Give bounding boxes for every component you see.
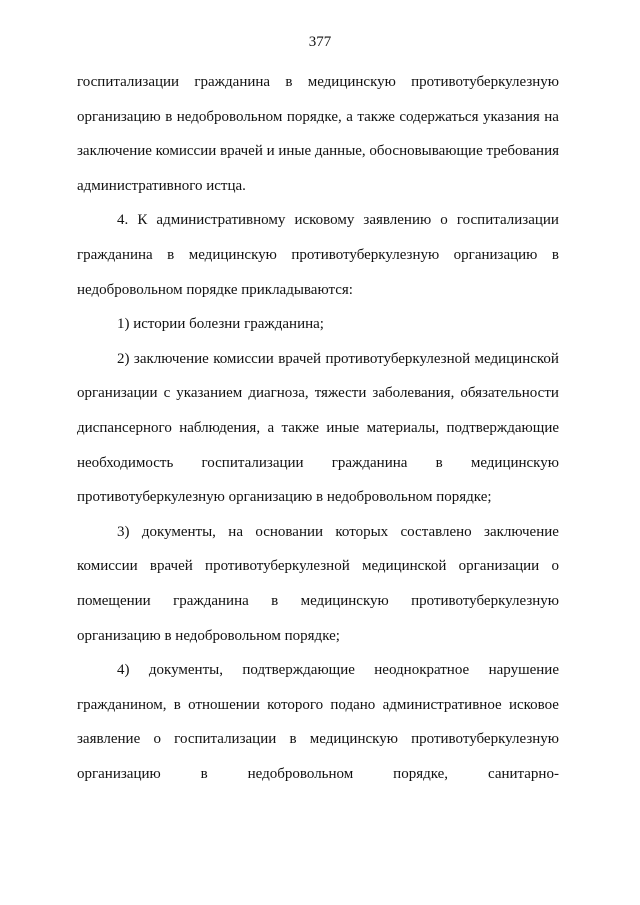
text-fragment: медицинскую xyxy=(470,454,559,471)
text-fragment: в xyxy=(165,108,173,125)
text-fragment: составлено xyxy=(400,523,472,540)
text-fragment: недобровольном порядке прикладываются: xyxy=(77,281,353,298)
text-fragment: противотуберкулезную xyxy=(291,246,440,263)
text-fragment: в xyxy=(271,592,279,609)
text-fragment: административное xyxy=(382,696,502,713)
text-fragment: госпитализации xyxy=(77,74,180,90)
text-fragment: противотуберкулезную организацию в недобровольном порядке; xyxy=(77,489,492,506)
text-fragment: а xyxy=(267,419,275,436)
text-line xyxy=(77,619,559,654)
text-fragment: противотуберкулезную xyxy=(411,731,559,748)
text-fragment: госпитализации xyxy=(456,212,559,229)
text-fragment: содержаться xyxy=(399,108,479,125)
text-fragment: административному xyxy=(156,212,286,229)
text-fragment: заключение xyxy=(77,143,152,160)
text-line xyxy=(77,100,559,135)
text-line xyxy=(77,411,559,446)
text-fragment: врачей xyxy=(219,143,263,160)
text-line xyxy=(77,480,559,515)
text-fragment: материалы, xyxy=(366,419,440,436)
text-fragment: в xyxy=(289,731,297,748)
text-fragment: госпитализации xyxy=(201,454,304,471)
text-fragment: врачей xyxy=(278,350,322,367)
text-fragment: гражданина xyxy=(331,454,408,471)
text-fragment: медицинскую xyxy=(188,246,277,263)
text-fragment: на xyxy=(544,108,559,125)
text-line xyxy=(77,584,559,619)
text-fragment: гражданина xyxy=(77,246,153,263)
text-fragment: заявлению xyxy=(363,212,432,229)
text-line xyxy=(77,757,559,792)
text-fragment: диспансерного xyxy=(77,419,172,436)
text-fragment: помещении xyxy=(77,592,151,609)
text-fragment: исковому xyxy=(294,212,355,229)
text-fragment: К xyxy=(137,212,148,229)
text-line xyxy=(77,446,559,481)
text-fragment: 4) xyxy=(117,662,130,679)
text-fragment: о xyxy=(440,212,448,229)
text-fragment: подано xyxy=(330,696,376,713)
text-fragment: организацию xyxy=(77,108,161,125)
text-line xyxy=(77,134,559,169)
text-fragment: 4. xyxy=(117,212,129,229)
text-fragment: недобровольном xyxy=(247,765,354,782)
text-fragment: организацию xyxy=(453,246,538,263)
text-fragment: также xyxy=(357,108,395,125)
text-fragment: заключение xyxy=(484,523,559,540)
text-fragment: порядке, xyxy=(393,765,449,782)
text-fragment: которого xyxy=(267,696,324,713)
text-fragment: документы, xyxy=(141,523,216,540)
text-fragment: в xyxy=(551,246,559,263)
text-fragment: диагноза, xyxy=(248,385,309,402)
text-fragment: врачей xyxy=(149,558,193,575)
text-fragment: в xyxy=(285,74,293,90)
text-fragment: 1) истории болезни гражданина; xyxy=(117,316,324,333)
text-fragment: комиссии xyxy=(213,350,274,367)
text-fragment: противотуберкулезной xyxy=(325,350,471,367)
text-fragment: административного истца. xyxy=(77,177,246,194)
text-fragment: недобровольном xyxy=(176,108,283,125)
text-fragment: основании xyxy=(255,523,324,540)
text-fragment: 3) xyxy=(117,523,130,540)
text-fragment: заявление xyxy=(77,731,141,748)
text-line xyxy=(77,203,559,238)
text-fragment: медицинскую xyxy=(307,74,396,90)
text-fragment: госпитализации xyxy=(174,731,277,748)
text-fragment: и xyxy=(266,143,275,160)
text-fragment: медицинскую xyxy=(300,592,389,609)
text-fragment: подтверждающие xyxy=(242,662,355,679)
text-line xyxy=(77,515,559,550)
text-line xyxy=(77,169,559,204)
text-fragment: в xyxy=(435,454,443,471)
text-fragment: о xyxy=(153,731,161,748)
text-fragment: обосновывающие xyxy=(369,143,483,160)
text-line xyxy=(77,273,559,308)
text-fragment: гражданина xyxy=(194,74,271,90)
text-fragment: в xyxy=(167,246,175,263)
text-fragment: исковое xyxy=(508,696,559,713)
text-fragment: также xyxy=(281,419,320,436)
text-fragment: комиссии xyxy=(155,143,217,160)
text-line xyxy=(77,722,559,757)
text-line xyxy=(77,376,559,411)
text-fragment: заключение xyxy=(133,350,209,367)
text-line xyxy=(77,653,559,688)
text-fragment: организации xyxy=(458,558,540,575)
text-fragment: противотуберкулезной xyxy=(205,558,350,575)
text-line xyxy=(77,307,559,342)
text-fragment: а xyxy=(346,108,353,125)
text-line xyxy=(77,342,559,377)
text-fragment: необходимость xyxy=(77,454,174,471)
text-fragment: указанием xyxy=(176,385,243,402)
text-fragment: санитарно- xyxy=(487,765,559,782)
text-fragment: отношении xyxy=(188,696,260,713)
text-line xyxy=(77,238,559,273)
text-fragment: противотуберкулезную xyxy=(411,592,559,609)
text-fragment: нарушение xyxy=(488,662,559,679)
text-fragment: медицинской xyxy=(361,558,447,575)
text-fragment: гражданином, xyxy=(77,696,167,713)
document-body xyxy=(77,65,559,791)
text-fragment: данные, xyxy=(314,143,366,160)
text-fragment: противотуберкулезную xyxy=(411,74,559,90)
text-fragment: требования xyxy=(486,143,559,160)
text-fragment: организацию xyxy=(77,765,161,782)
text-fragment: документы, xyxy=(148,662,223,679)
text-fragment: иные xyxy=(278,143,312,160)
text-fragment: указания xyxy=(482,108,540,125)
text-fragment: в xyxy=(200,765,208,782)
text-fragment: медицинскую xyxy=(309,731,398,748)
text-fragment: комиссии xyxy=(77,558,138,575)
text-fragment: организацию в недобровольном порядке; xyxy=(77,627,340,644)
text-fragment: медицинской xyxy=(474,350,559,367)
text-fragment: организации xyxy=(77,385,158,402)
text-fragment: подтверждающие xyxy=(446,419,559,436)
text-fragment: 2) xyxy=(117,350,130,367)
text-fragment: тяжести xyxy=(314,385,367,402)
page-number: 377 xyxy=(308,34,332,50)
text-fragment: гражданина xyxy=(173,592,249,609)
text-fragment: иные xyxy=(326,419,360,436)
text-fragment: наблюдения, xyxy=(179,419,261,436)
text-fragment: о xyxy=(551,558,559,575)
text-fragment: обязательности xyxy=(460,385,559,402)
text-line xyxy=(77,549,559,584)
text-fragment: с xyxy=(163,385,171,402)
text-fragment: заболевания, xyxy=(372,385,455,402)
text-fragment: которых xyxy=(335,523,389,540)
text-fragment: неоднократное xyxy=(374,662,470,679)
text-fragment: порядке, xyxy=(286,108,342,125)
text-line xyxy=(77,65,559,100)
text-fragment: на xyxy=(228,523,243,540)
text-line xyxy=(77,688,559,723)
text-fragment: в xyxy=(173,696,181,713)
